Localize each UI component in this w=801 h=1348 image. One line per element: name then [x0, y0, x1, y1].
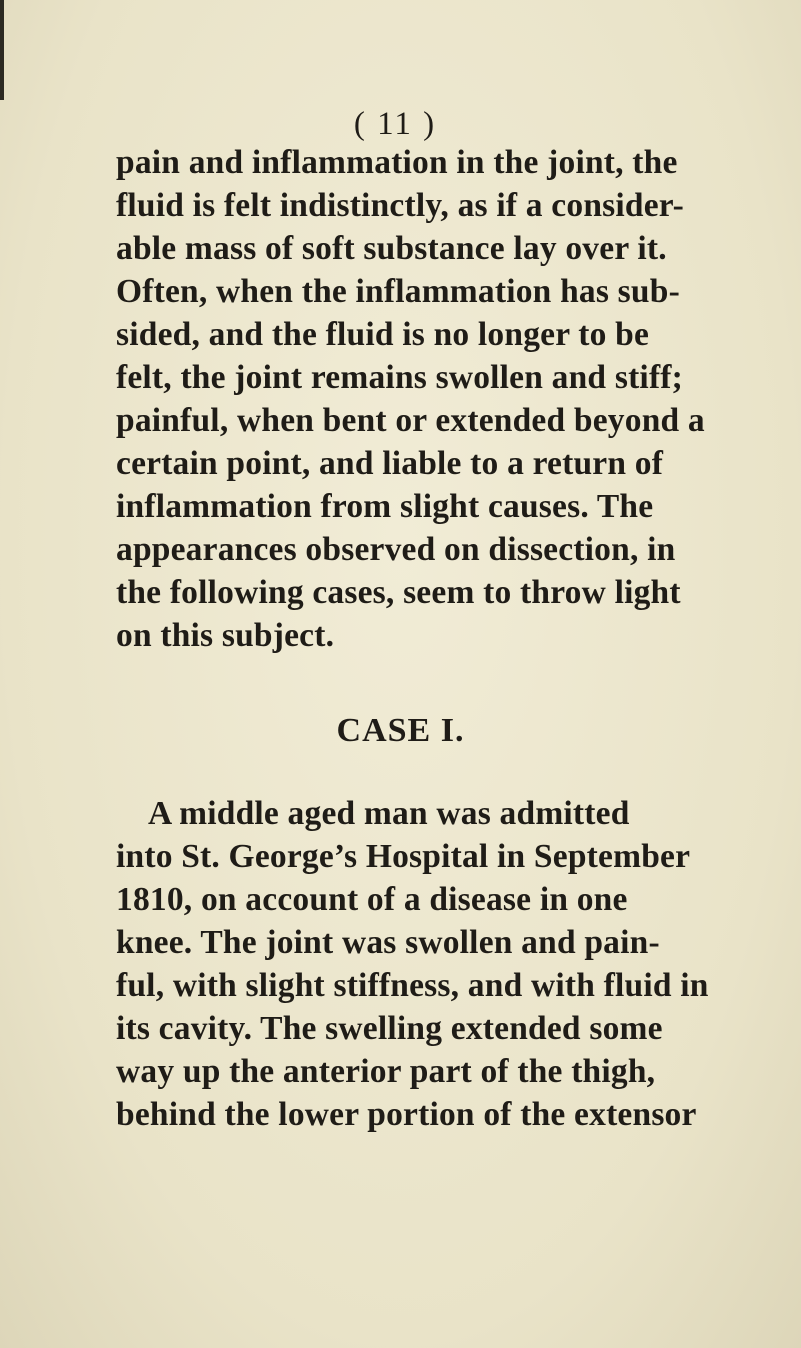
section-heading: CASE I.	[336, 712, 465, 749]
page-number: ( 11 )	[353, 106, 437, 142]
text-line: knee. The joint was swollen and pain-	[116, 924, 660, 961]
page-edge-shadow	[0, 0, 4, 100]
text-line: fluid is felt indistinctly, as if a consider-	[116, 187, 684, 224]
text-line: appearances observed on dissection, in	[116, 531, 676, 568]
text-line: 1810, on account of a disease in one	[116, 881, 628, 918]
text-line: into St. George’s Hospital in September	[116, 838, 691, 875]
text-line: A middle aged man was admitted	[148, 795, 630, 832]
text-line: pain and inflammation in the joint, the	[116, 144, 678, 181]
text-line: way up the anterior part of the thigh,	[116, 1053, 656, 1090]
text-line: felt, the joint remains swollen and stiff;	[116, 359, 684, 396]
text-line: able mass of soft substance lay over it.	[116, 230, 667, 267]
text-line: sided, and the fluid is no longer to be	[116, 316, 650, 353]
text-line: the following cases, seem to throw light	[116, 574, 681, 611]
text-line: on this subject.	[116, 617, 335, 654]
text-line: inflammation from slight causes. The	[116, 488, 654, 525]
text-line: certain point, and liable to a return of	[116, 445, 664, 482]
text-line: painful, when bent or extended beyond a	[116, 402, 705, 439]
text-line: behind the lower portion of the extensor	[116, 1096, 697, 1133]
text-line: its cavity. The swelling extended some	[116, 1010, 663, 1047]
text-line: Often, when the inflammation has sub-	[116, 273, 680, 310]
text-line: ful, with slight stiffness, and with fluid in	[116, 967, 709, 1004]
